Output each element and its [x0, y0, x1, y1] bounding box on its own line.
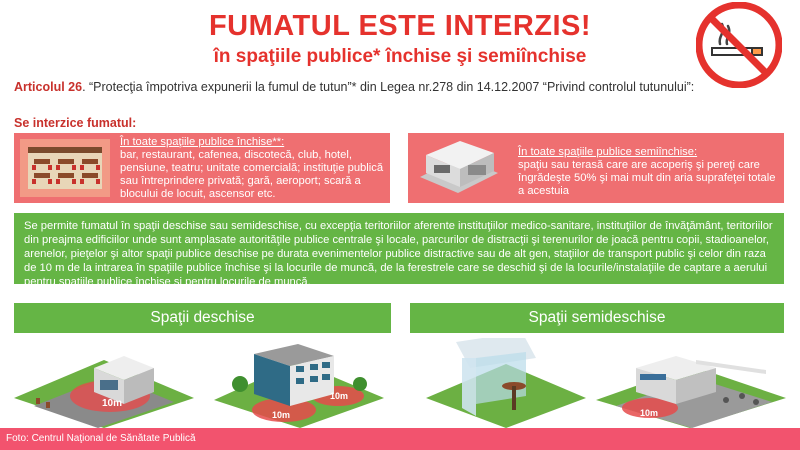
distance-label: 10m: [330, 391, 349, 401]
photo-credit: Foto: Centrul Naţional de Sănătate Publică: [0, 428, 800, 450]
semiclosed-spaces-title: În toate spaţiile publice semiînchise:: [518, 146, 698, 158]
store-illustration: [14, 340, 194, 428]
distance-label: 10m: [102, 398, 123, 409]
closed-spaces-title: În toate spaţiile publice închise**:: [120, 136, 285, 148]
semiclosed-spaces-text: spaţiu sau terasă care are acoperiş şi pereţi care îngrădeşte 50% şi mai mult din aria suprafeţei totale a acestuia: [518, 159, 776, 197]
open-spaces-bar: Spaţii deschise: [14, 303, 391, 333]
allowed-smoking-notice: Se permite fumatul în spaţii deschise sau semideschise, cu excepţia teritoriilor aferente instituţiilor medico-sanitare, instituţiilor de învăţământ, teritoriilor din preajma edificiilor unde sunt amplasate autorităţile publice centrale şi locale, parcurilor de distracţii şi terenurilor de joacă pentru copii, stadioanelor, arenelor, pieţelor şi altor spaţii publice deschise pe durata evenimentelor publice distractive sau de alt gen, staţiilor de transport public şi celor din raza de 10 m de la intrarea în spaţiile publice închise şi la locurile de muncă, de la ferestrele care se deschid şi de la locurile/instalaţiile de captare a aerului pentru spaţiile publice închise şi pentru locurile de muncă.: [14, 213, 784, 284]
semiclosed-spaces-box: [408, 133, 784, 203]
closed-spaces-text: bar, restaurant, cafenea, discotecă, club, hotel, pensiune, teatru; unitate comercială; instituţie publică sau întreprindere privată; gară, aeroport; scară a blocului de locuit, ascensor etc.: [120, 149, 384, 200]
article-label: Articolul 26: [14, 80, 83, 94]
page-title: FUMATUL ESTE INTERZIS!: [208, 10, 592, 42]
prohibited-heading: Se interzice fumatul:: [14, 116, 137, 130]
office-building-illustration: [214, 344, 384, 428]
law-article: [14, 80, 704, 94]
article-text: . “Protecţia împotriva expunerii la fumul de tutun”* din Legea nr.278 din 14.12.2007 “Privind controlul tutunului”:: [82, 80, 695, 94]
distance-label: 10m: [640, 408, 659, 418]
distance-label: 10m: [272, 410, 291, 420]
closed-spaces-box: [14, 133, 390, 203]
no-smoking-icon: [696, 2, 782, 88]
storefront-terrace-illustration: [596, 350, 786, 428]
semiopen-spaces-bar: Spaţii semideschise: [410, 303, 784, 333]
page-subtitle: în spaţiile publice* închise şi semiînchise: [213, 46, 587, 67]
terrace-building-illustration: [416, 137, 502, 197]
restaurant-illustration: [20, 139, 110, 197]
bus-shelter-illustration: [426, 338, 586, 428]
